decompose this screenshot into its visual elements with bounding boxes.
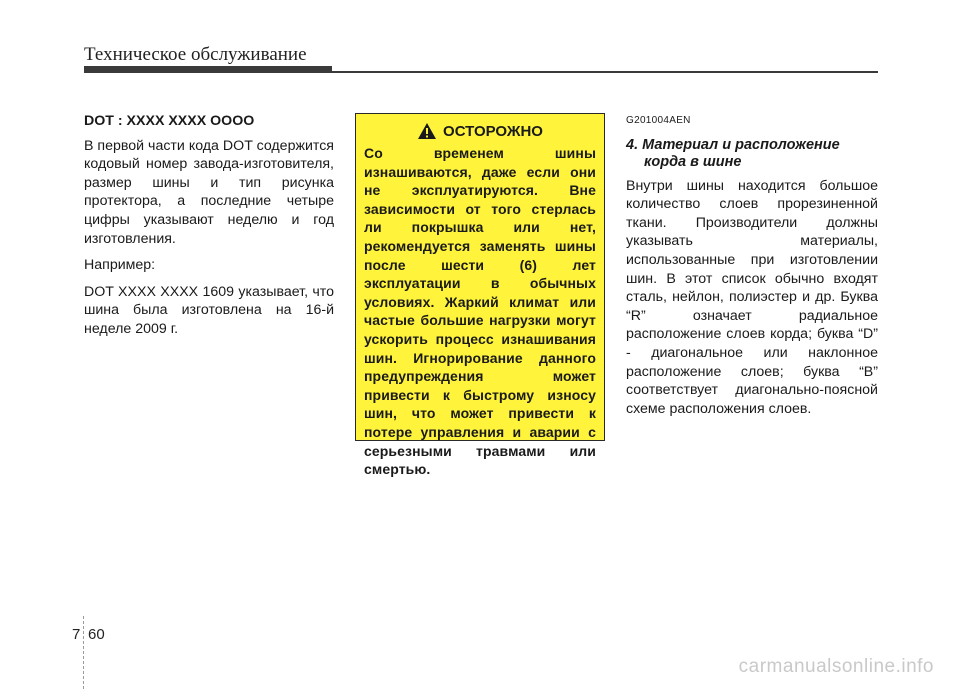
page-vertical-rule: [83, 616, 84, 689]
header-bar: [84, 66, 332, 73]
dot-description: В первой части кода DOT содержится кодовый номер завода-изготовителя, размер шины и тип рисунка протектора, а последние четыре цифры указывают неделю и год изготовления.: [84, 137, 334, 247]
section-code: G201004AEN: [626, 115, 691, 126]
watermark: carmanualsonline.info: [738, 656, 934, 677]
left-column: [84, 112, 334, 347]
warning-box: [355, 113, 605, 478]
right-column: [626, 112, 878, 426]
dot-example: DOT XXXX XXXX 1609 указывает, что шина была изготовлена на 16-й неделе 2009 г.: [84, 283, 334, 337]
warning-title: ОСТОРОЖНО: [443, 122, 543, 140]
dot-heading: DOT : XXXX XXXX OOOO: [84, 113, 255, 129]
page-header-title: Техническое обслуживание: [84, 44, 307, 65]
page-number: 60: [88, 626, 105, 643]
section-paragraph: Внутри шины находится большое количество слоев прорезиненной ткани. Производители должны указывать материалы, использованные при изготовлении шин. В этот список обычно входят сталь, нейлон, полиэстер и др. Буква “R” означает радиальное расположение слоев корда; буква “D” - диагональное или наклонное расположение слоев; буква “B” соответствует диагонально-поясной схеме расположения слоев.: [626, 177, 878, 417]
example-label: Например:: [84, 257, 156, 274]
warning-triangle-icon: [417, 122, 437, 140]
warning-text: Со временем шины изнашиваются, даже если они не эксплуатируются. Вне зависимости от того стерлась ли покрышка или нет, рекомендуется заменять шины после шести (6) лет эксплуатации в обычных условиях. Жаркий климат или частые большие нагрузки могут ускорить процесс изнашивания шин. Игнорирование данного предупреждения может привести к быстрому износу шин, что может привести к потере управления и аварии с серьезными травмами или смертью.: [364, 145, 596, 478]
section-title: 4. Материал и расположение корда в шине: [626, 136, 840, 170]
chapter-number: 7: [72, 626, 81, 643]
header-rule: [332, 71, 878, 73]
warning-header: [364, 122, 596, 140]
